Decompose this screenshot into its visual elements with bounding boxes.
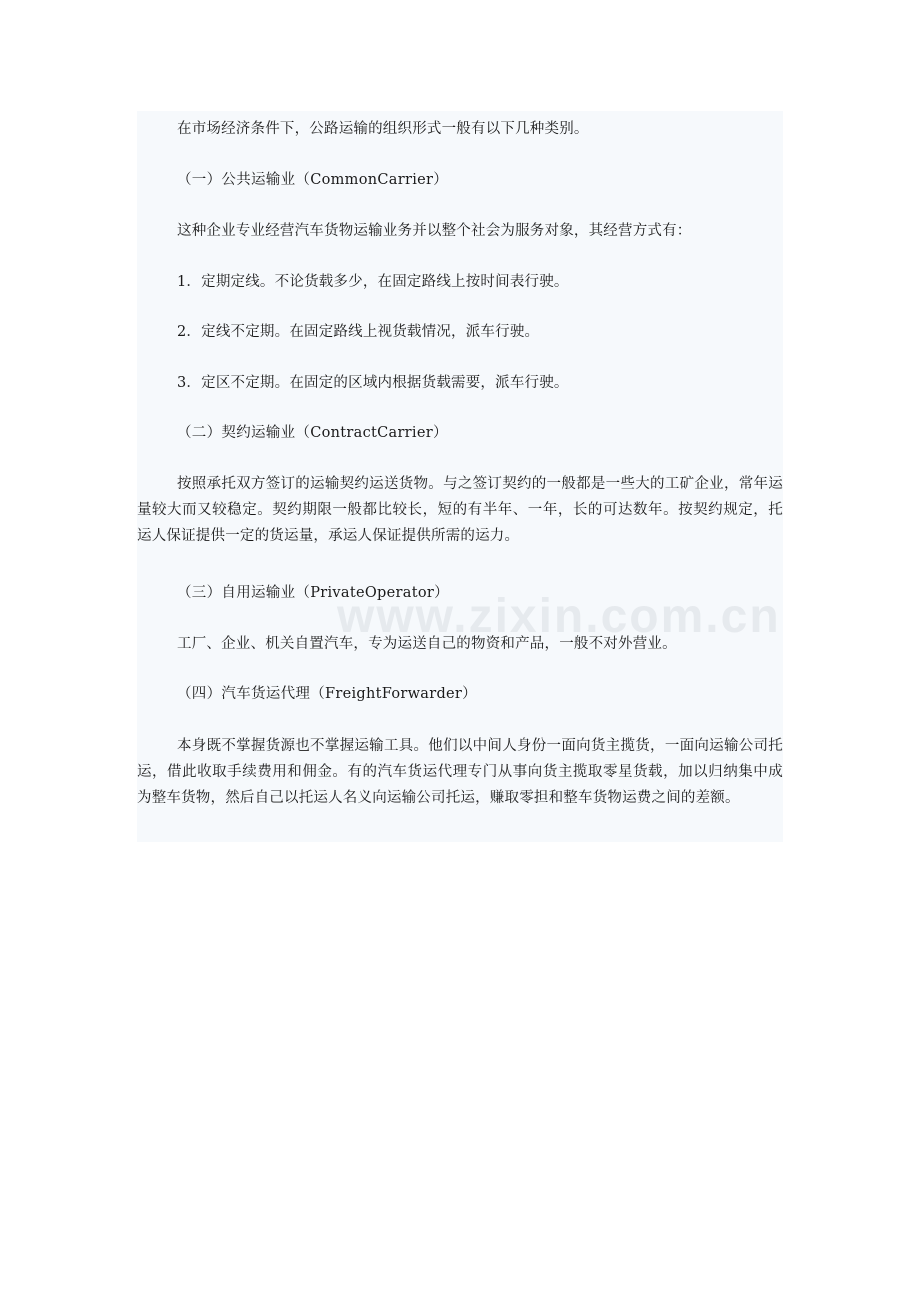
- contract-carrier-description: 按照承托双方签订的运输契约运送货物。与之签订契约的一般都是一些大的工矿企业，常年运量较大而又较稳定。契约期限一般都比较长，短的有半年、一年，长的可达数年。按契约规定，托运人保证提供一定的货运量，承运人保证提供所需的运力。: [137, 476, 783, 544]
- intro-paragraph: 在市场经济条件下，公路运输的组织形式一般有以下几种类别。: [177, 121, 589, 137]
- section-heading-common-carrier: （一）公共运输业（CommonCarrier）: [177, 172, 449, 188]
- list-item-2: 2．定线不定期。在固定路线上视货载情况，派车行驶。: [177, 324, 540, 340]
- list-item-1: 1．定期定线。不论货载多少，在固定路线上按时间表行驶。: [177, 274, 569, 290]
- freight-forwarder-description: 本身既不掌握货源也不掌握运输工具。他们以中间人身份一面向货主揽货，一面向运输公司托运，借此收取手续费用和佣金。有的汽车货运代理专门从事向货主揽取零星货载，加以归纳集中成为整车货物，然后自己以托运人名义向运输公司托运，赚取零担和整车货物运费之间的差额。: [137, 738, 783, 806]
- document-body: [137, 111, 783, 842]
- list-item-3: 3．定区不定期。在固定的区域内根据货载需要，派车行驶。: [177, 375, 569, 391]
- watermark: www.zixin.com.cn: [337, 590, 781, 643]
- private-operator-description: 工厂、企业、机关自置汽车，专为运送自己的物资和产品，一般不对外营业。: [177, 636, 677, 652]
- section-heading-private-operator: （三）自用运输业（PrivateOperator）: [177, 585, 449, 601]
- section-heading-freight-forwarder: （四）汽车货运代理（FreightForwarder）: [177, 686, 477, 702]
- section-heading-contract-carrier: （二）契约运输业（ContractCarrier）: [177, 425, 448, 441]
- common-carrier-description: 这种企业专业经营汽车货物运输业务并以整个社会为服务对象，其经营方式有：: [177, 223, 692, 239]
